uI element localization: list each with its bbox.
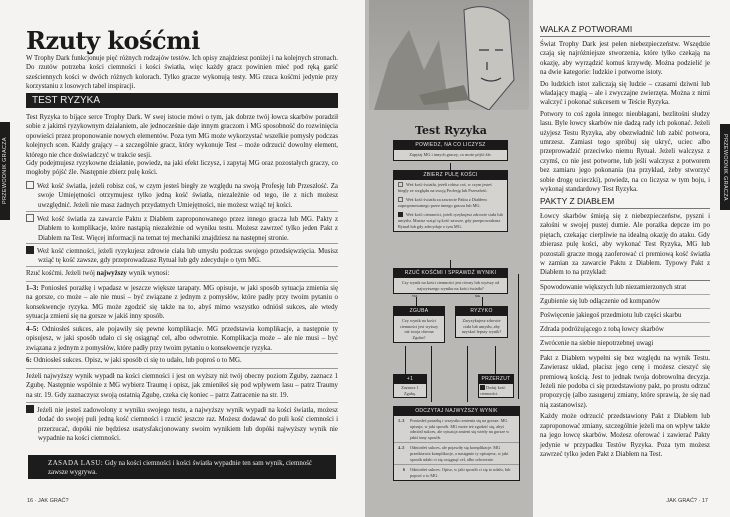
flow-box-heading: RZUĆ KOŚĆMI I SPRAWDŹ WYNIKI (394, 269, 507, 278)
risk-test-paragraph: Test Ryzyka to bijące serce Trophy Dark. W swej istocie mówi o tym, jak dobrze twój łowca skarbów poradził sobie z jakimś ryzykownym działaniem, ale jednocześnie daje innym graczom i MG sposobność do rozwinięcia opowieści przez proponowanie nowych elementów. Poza tym MG może wykorzystać wszelkie pomysły podczas kolejnych scen. Każdy grający – a szczególnie gracz, który wykonuje Test – może odrzucić dowolny element, którego nie chce doświadczyć w trakcie sesji. (26, 114, 338, 159)
flow-box-text: Czy wynik na kości ciemności jest wyższy niż twoja obecna Zguba? (399, 318, 439, 340)
divider (26, 243, 338, 244)
divider (26, 281, 338, 282)
dice-item-text: Weź kość ciemności, jeżeli ryzykujesz zdrowie ciała lub umysłu podczas swojego przedsięwzięcia. Musisz wziąć tę kość zawsze, gdy przeprowadzasz Rytuał lub gdy zdecyduje o tym MG. (37, 248, 338, 265)
pact-list (540, 280, 710, 351)
flow-box-say (393, 140, 508, 161)
result-6: 6: Odniosłeś sukces. Opisz, w jaki sposób ci się to udało, lub poproś o to MG. (26, 357, 242, 364)
dice-item (26, 214, 338, 243)
light-die-icon (26, 181, 34, 189)
flow-arrow (450, 260, 451, 268)
reroll-text: Jeżeli nie jesteś zadowolony z wyniku swojego testu, a najwyższy wynik wypadł na kości światła, możesz dodać do swojej puli jedną kość ciemności i rzucić jeszcze raz. Możesz dodawać do puli kość ciemności i przerzucać, dopóki nie będziesz usatysfakcjonowany swoim wynikiem lub dopóki najwyższy wynik nie wypadnie na kości ciemności. (37, 407, 338, 443)
forest-illustration-icon (369, 0, 529, 110)
page-footer-right: JAK GRAĆ? · 17 (666, 498, 708, 504)
light-die-icon (26, 214, 34, 222)
right-page (365, 0, 730, 517)
flow-result: 4–5 Odniosłeś sukces, ale pojawiły się komplikacje. MG przedstawia komplikacje, a następnie ty opisujesz, w jaki sposób udało ci się osiągnąć cel, albo odwrotnie. (394, 443, 519, 465)
flow-box-text: Zapytaj MG i innych graczy, co może pójść źle. (409, 152, 492, 157)
pact-item: Poświęcenie jakiegoś przedmiotu lub części skarbu (540, 309, 710, 323)
divider (26, 211, 338, 212)
flow-result: 6 Odniosłeś sukces. Opisz, w jaki sposób ci się to udało, lub poproś o to MG. (402, 467, 511, 478)
flow-item: Weź kość ciemności, jeżeli ryzykujesz zdrowie ciała lub umysłu. Musisz wziąć tę kość zawsze, gdy przeprowadzasz Rytuał lub gdy zdecyduje o tym MG. (398, 212, 503, 229)
divider (26, 266, 338, 267)
pact-item: Zwrócenie na siebie niepotrzebnej uwagi (540, 337, 710, 351)
devils-bargain-section (540, 212, 710, 461)
divider (26, 322, 338, 323)
paragraph: Do ludzkich istot zaliczają się ludzie – czasami dziwni lub władający magią – ale i zwyczajne zwierzęta. Można z nimi walczyć i pokonać sukcesem w Teście Ryzyka. (540, 80, 710, 107)
monsters-section (540, 40, 710, 197)
paragraph: Pakt z Diabłem wypełni się bez względu na wynik Testu. Zawierasz układ, płacisz jego cenę i możesz cieszyć się premiową kością. Jest to jednak twoja dobrowolna decyzja. Jeżeli nie podoba ci się przedstawiony pakt, po prostu odrzuć propozycję (albo zasugeruj zmiany, które sprawią, że się nad nią zastanowisz). (540, 354, 710, 409)
flowchart-title: Test Ryzyka (415, 124, 487, 137)
flow-arrow (405, 346, 406, 374)
flow-box-heading: PRZERZUT (479, 375, 513, 384)
chapter-side-tab: PRZEWODNIK GRACZA (0, 122, 10, 220)
paragraph: Każdy może odrzucić przedstawiony Pakt z Diabłem lub zaproponować zmiany, szczególnie jeżeli ma on wpływ także na jego łowcę skarbów. Możesz oferować i zawierać Pakty jedynie w przypadku Testów Ryzyka. Poza tym możesz zawrzeć tylko jeden Pakt z Diabłem na Test. (540, 413, 710, 458)
dice-item (26, 246, 338, 266)
flow-result: 1–3 Poniosłeś porażkę i wszystko zmienia się na gorsze. MG opisuje, w jaki sposób. MG może też zgodzić się, abyś odniósł sukces, ale sytuacja zmieni się wtedy na gorsze w jakiś inny sposób. (394, 416, 519, 443)
ruin-paragraph: Jeżeli najwyższy wynik wypadł na kości ciemności i jest on wyższy niż twój obecny poziom Zguby, zaznacz 1 Zgubę. Następnie wspólnie z MG wybierz Traumę i opisz, jak zmieniłeś się pod wpływem lasu – patrz Traumy na str. 19. Gdy zaznaczysz swoją ostatnią Zgubę, czeka cię koniec – patrz Zatracenie na str. 19. (26, 373, 338, 399)
illustration-forest-face (369, 0, 529, 110)
flow-box-roll (393, 268, 508, 294)
dice-item-text: Weź kość światła, jeżeli robisz coś, w czym jesteś biegły ze względu na swoją Profesję lub Przeszłość. Za swoje Umiejętności otrzymujesz tylko jedną kość światła, niezależnie od tego, ile z nich możesz uwzględnić. Jeżeli nie masz żadnych przydatnych Umiejętności, nie możesz wziąć tej kości. (37, 183, 338, 209)
flow-item: Weź kość światła, jeżeli robisz coś, w czym jesteś biegły ze względu na swoją Profesję lub Przeszłość. (398, 182, 492, 193)
pact-item: Zgubienie się lub odłączenie od kompanów (540, 295, 710, 309)
result-1-3: 1–3: Poniosłeś porażkę i wpadasz w jeszcze większe tarapaty. MG opisuje, w jaki sposób sytuacja zmienia się na gorsze, co może – ale nie musi – być związane z jednym z pomysłów, które padły przy twoim pytaniu o konsekwencje ryzyka. MG może zgodzić się także na to, abyś mimo wszystko odniósł sukces, ale wtedy sytuacja zmieni się na gorsze w jakiś inny sposób. (26, 285, 338, 321)
pact-item: Spowodowanie większych lub niezamierzonych strat (540, 281, 710, 295)
dark-die-icon (26, 405, 34, 413)
flow-box-ruin (393, 306, 445, 343)
light-die-icon (398, 197, 403, 202)
flow-box-read (393, 406, 520, 481)
paragraph: Potwory to coś zgoła innego: nieubłagani, bezlitośni słudzy lasu. Byle łowcy skarbów nie dadzą rady ich pokonać. Jeżeli użyjesz Testu Ryzyka, aby obezwładnić lub zabić potwora, umrzesz. Zamiast tego spróbuj się ukryć, uciec albo przeprowadzić przeciwko niemu Rytuał. Jeżeli walczysz z czymś, co nie jest potworne, lub jeśli walczysz z potworem bez zamiaru jego pokonania (na przykład, żeby stworzyć sobie drogę ucieczki), powiedz, na co liczysz w tym boju, i wykonaj standardowy Test Ryzyka. (540, 110, 710, 194)
heading-monsters: WALKA Z POTWORAMI (540, 24, 710, 37)
flow-loop-arrow (518, 274, 519, 399)
flow-box-heading: +1 (394, 375, 426, 384)
flow-arrow (495, 346, 496, 374)
flow-box-risk (455, 306, 508, 338)
dice-item-text: Weź kość światła za zawarcie Paktu z Diabłem zaproponowanego przez innego gracza lub MG. Pakty z Diabłem to komplikacje, które nastąpią niezależnie od wyniku testu. Możesz zawrzeć tylko jeden Pakt z Diabłem na Test. Więcej informacji na temat tej mechaniki znajdziesz na następnej stronie. (37, 216, 338, 242)
flow-arrow (450, 163, 451, 170)
flow-box-text: Zaryzykujesz zdrowie ciała lub umysłu, aby uzyskać lepszy wynik? (461, 318, 502, 335)
forest-rule-box (28, 455, 336, 479)
flow-box-heading: POWIEDZ, NA CO LICZYSZ (394, 141, 507, 150)
roll-intro: Rzuć kośćmi. Jeżeli twój najwyższy wynik wynosi: (26, 270, 170, 277)
page-title: Rzuty kośćmi (26, 26, 200, 55)
dark-die-icon (26, 246, 34, 254)
flow-box-heading: ZGUBA (394, 307, 444, 316)
flow-box-text: Czy wynik na kości ciemności jest równy lub wyższy od najwyższego wyniku na kości światła? (401, 280, 500, 291)
flow-box-reroll (478, 374, 514, 398)
divider (26, 368, 338, 369)
flow-box-text: Dodaj kość ciemności. (480, 385, 506, 396)
flow-arrow (482, 297, 483, 306)
pact-item: Zdrada podróżującego z tobą łowcy skarbów (540, 323, 710, 337)
flow-box-heading: RYZYKO (456, 307, 507, 316)
flow-box-heading: ZBIERZ PULĘ KOŚCI (394, 171, 507, 180)
dark-die-icon (398, 212, 403, 217)
paragraph: Świat Trophy Dark jest pełen niebezpieczeństw. Wszędzie czają się najróżniejsze stworzenia, które tylko czekają na okazję, aby wyrządzić komuś krzywdę. Można podzielić je na dwie kategorie: ludzkie i potworne istoty. (540, 41, 710, 77)
no-label: NIE (475, 294, 481, 298)
flow-arrow (431, 346, 432, 402)
flow-arrow (467, 346, 468, 402)
dice-item (26, 181, 338, 210)
divider (26, 402, 338, 403)
divider (26, 353, 338, 354)
intro-paragraph: W Trophy Dark funkcjonuje pięć różnych rodzajów testów. Ich opisy znajdziesz poniżej i na kolejnych stronach. Do rzutów potrzeba kości ciemności i kości światła, więc każdy gracz powinien mieć pod ręką garść sześciennych kości w dwóch różnych kolorach. Tylko gracze wykonują testy. MG rzuca kośćmi jedynie przy korzystaniu z losowych tabel inspiracji. (26, 55, 338, 91)
forest-rule-label: ZASADA LASU: (48, 460, 104, 467)
flow-box-plus-one (393, 374, 427, 398)
page-footer-left: 16 · JAK GRAĆ? (27, 498, 69, 504)
yes-label: TAK (412, 294, 418, 298)
flow-item: Weź kość światła za zawarcie Paktu z Diabłem zaproponowanego przez innego gracza lub MG. (398, 197, 487, 208)
flow-box-text: Zaznacz 1 Zgubę. (401, 385, 419, 396)
section-heading: TEST RYZYKA (26, 93, 338, 108)
reroll-item (26, 405, 338, 444)
paragraph: Łowcy skarbów śmieją się z niebezpieczeństw, pyszni i załośni w swojej pustej dumie. Ale porażka depcze im po piętach, czekając cierpliwie na idealną okazję do ataku. Gdy zbierasz pulę kości, aby wykonać Test Ryzyka, MG lub pozostali gracze mogą zaoferować ci premiową kość światła w zamian za zawarcie Paktu z Diabłem. Typowy Pakt z Diabłem to na przykład: (540, 213, 710, 277)
light-die-icon (398, 182, 403, 187)
result-4-5: 4–5: Odniosłeś sukces, ale pojawiły się pewne komplikacje. MG przedstawia komplikacje, a następnie ty opisujesz, w jaki sposób udało ci się osiągnąć cel, albo odwrotnie. Komplikacja może – ale nie musi – być związana z jednym z pomysłów, które padły przy twoim pytaniu o konsekwencje ryzyka. (26, 326, 338, 352)
flow-box-heading: ODCZYTAJ NAJWYŻSZY WYNIK (394, 407, 519, 416)
dark-die-icon (480, 385, 485, 390)
flow-box-pool (393, 170, 508, 232)
flow-arrow (416, 297, 417, 306)
flowchart-panel (365, 0, 533, 517)
forest-rule-text: Gdy na kości ciemności i kości światła wypadnie ten sam wynik, ciemność zawsze wygrywa. (48, 460, 312, 476)
heading-devils-bargains: PAKTY Z DIABŁEM (540, 196, 710, 209)
chapter-side-tab: PRZEWODNIK GRACZA (720, 124, 730, 210)
risk-action-paragraph: Gdy podejmujesz ryzykowne działanie, powiedz, na jaki efekt liczysz, i zapytaj MG oraz pozostałych graczy, co mogłoby pójść źle. Następnie zbierz pulę kości. (26, 160, 338, 177)
